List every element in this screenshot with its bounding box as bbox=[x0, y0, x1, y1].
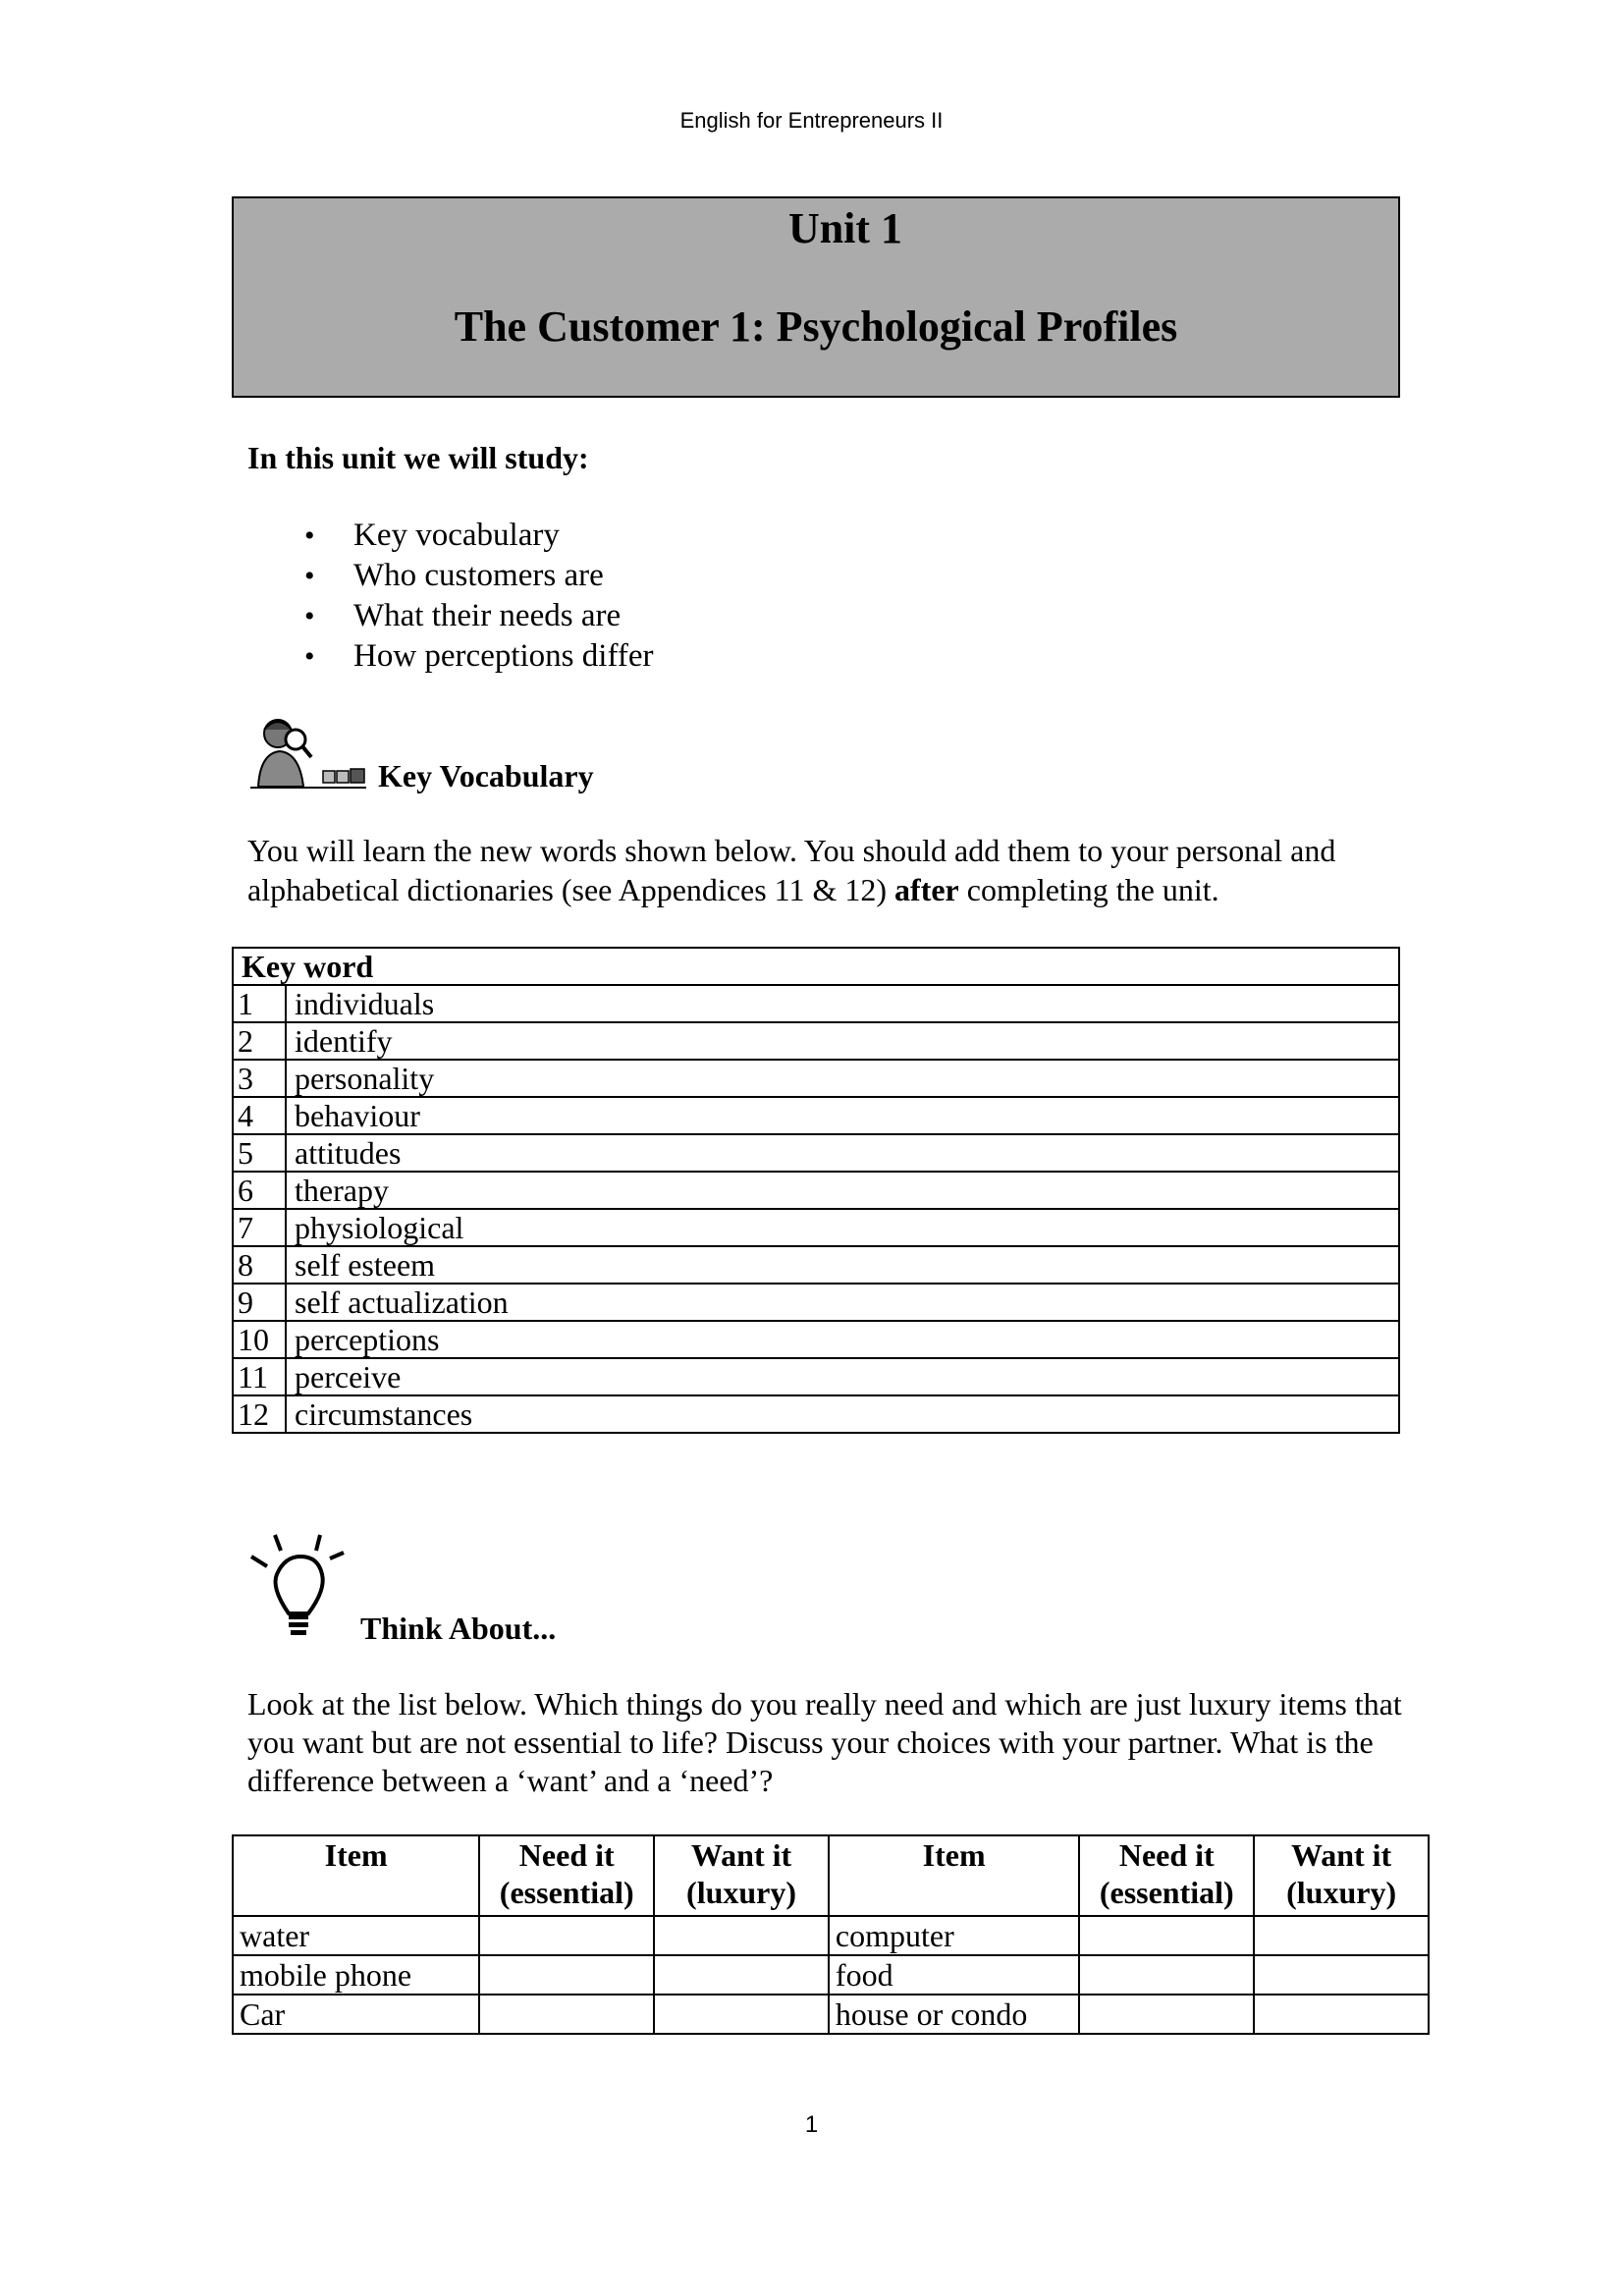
table-row: 4 behaviour bbox=[233, 1097, 1399, 1134]
column-header-item: Item bbox=[233, 1835, 479, 1916]
item-cell: water bbox=[233, 1916, 479, 1955]
key-word-table bbox=[232, 947, 1400, 1434]
key-vocabulary-intro: You will learn the new words shown below. You should add them to your personal and alphabetical dictionaries (see Appendices 11 & 12) after completing the unit. bbox=[247, 833, 1336, 907]
list-item: • What their needs are bbox=[304, 596, 653, 636]
unit-title: The Customer 1: Psychological Profiles bbox=[454, 302, 1178, 351]
table-header-row bbox=[233, 948, 1399, 985]
table-row: 5 attitudes bbox=[233, 1134, 1399, 1172]
column-header-item: Item bbox=[829, 1835, 1079, 1916]
want-cell bbox=[1254, 1995, 1429, 2034]
column-header-need: Need it (essential) bbox=[479, 1835, 654, 1916]
lightbulb-icon bbox=[243, 1527, 361, 1640]
item-cell: Car bbox=[233, 1995, 479, 2034]
page-number: 1 bbox=[804, 2111, 819, 2138]
need-cell bbox=[479, 1916, 654, 1955]
list-item: • Key vocabulary bbox=[304, 516, 653, 556]
item-cell: house or condo bbox=[829, 1995, 1079, 2034]
table-row: 10 perceptions bbox=[233, 1321, 1399, 1358]
table-row: 11 perceive bbox=[233, 1358, 1399, 1395]
unit-number: Unit 1 bbox=[787, 204, 903, 252]
need-cell bbox=[1079, 1916, 1254, 1955]
want-cell bbox=[654, 1955, 829, 1995]
want-cell bbox=[654, 1995, 829, 2034]
bullet-icon: • bbox=[304, 560, 315, 592]
table-row: 2 identify bbox=[233, 1022, 1399, 1060]
key-vocabulary-heading: Key Vocabulary bbox=[378, 758, 594, 793]
item-cell: mobile phone bbox=[233, 1955, 479, 1995]
need-cell bbox=[1079, 1995, 1254, 2034]
table-row: 12 circumstances bbox=[233, 1395, 1399, 1433]
item-cell: computer bbox=[829, 1916, 1079, 1955]
table-header-cell: Key word bbox=[233, 948, 1399, 985]
table-row bbox=[233, 1955, 1429, 1995]
want-cell bbox=[654, 1916, 829, 1955]
detective-with-magnifier-icon bbox=[241, 712, 368, 791]
need-cell bbox=[479, 1955, 654, 1995]
table-row bbox=[233, 1995, 1429, 2034]
bullet-icon: • bbox=[304, 519, 315, 552]
need-cell bbox=[479, 1995, 654, 2034]
need-cell bbox=[1079, 1955, 1254, 1995]
bullet-icon: • bbox=[304, 640, 315, 673]
list-item: • Who customers are bbox=[304, 556, 653, 596]
column-header-need: Need it (essential) bbox=[1079, 1835, 1254, 1916]
table-row: 6 therapy bbox=[233, 1172, 1399, 1209]
table-row: 9 self actualization bbox=[233, 1284, 1399, 1321]
study-heading: In this unit we will study: bbox=[247, 440, 589, 475]
column-header-want: Want it (luxury) bbox=[1254, 1835, 1429, 1916]
think-about-heading: Think About... bbox=[360, 1611, 557, 1646]
list-item: • How perceptions differ bbox=[304, 636, 653, 677]
table-row bbox=[233, 1916, 1429, 1955]
item-cell: food bbox=[829, 1955, 1079, 1995]
think-about-text: Look at the list below. Which things do you really need and which are just luxury items that you want but are not essential to life? Discuss your choices with your partner. What is the difference between a ‘want’ and a ‘need’? bbox=[247, 1686, 1402, 1798]
table-row: 7 physiological bbox=[233, 1209, 1399, 1246]
table-row: 8 self esteem bbox=[233, 1246, 1399, 1284]
table-row: 3 personality bbox=[233, 1060, 1399, 1097]
column-header-want: Want it (luxury) bbox=[654, 1835, 829, 1916]
needs-wants-table bbox=[232, 1834, 1430, 2035]
study-list bbox=[304, 516, 653, 677]
running-header: English for Entrepreneurs II bbox=[679, 108, 944, 133]
bullet-icon: • bbox=[304, 600, 315, 632]
table-header-row bbox=[233, 1835, 1429, 1916]
want-cell bbox=[1254, 1916, 1429, 1955]
table-row: 1 individuals bbox=[233, 985, 1399, 1022]
unit-title-box bbox=[232, 196, 1400, 398]
want-cell bbox=[1254, 1955, 1429, 1995]
